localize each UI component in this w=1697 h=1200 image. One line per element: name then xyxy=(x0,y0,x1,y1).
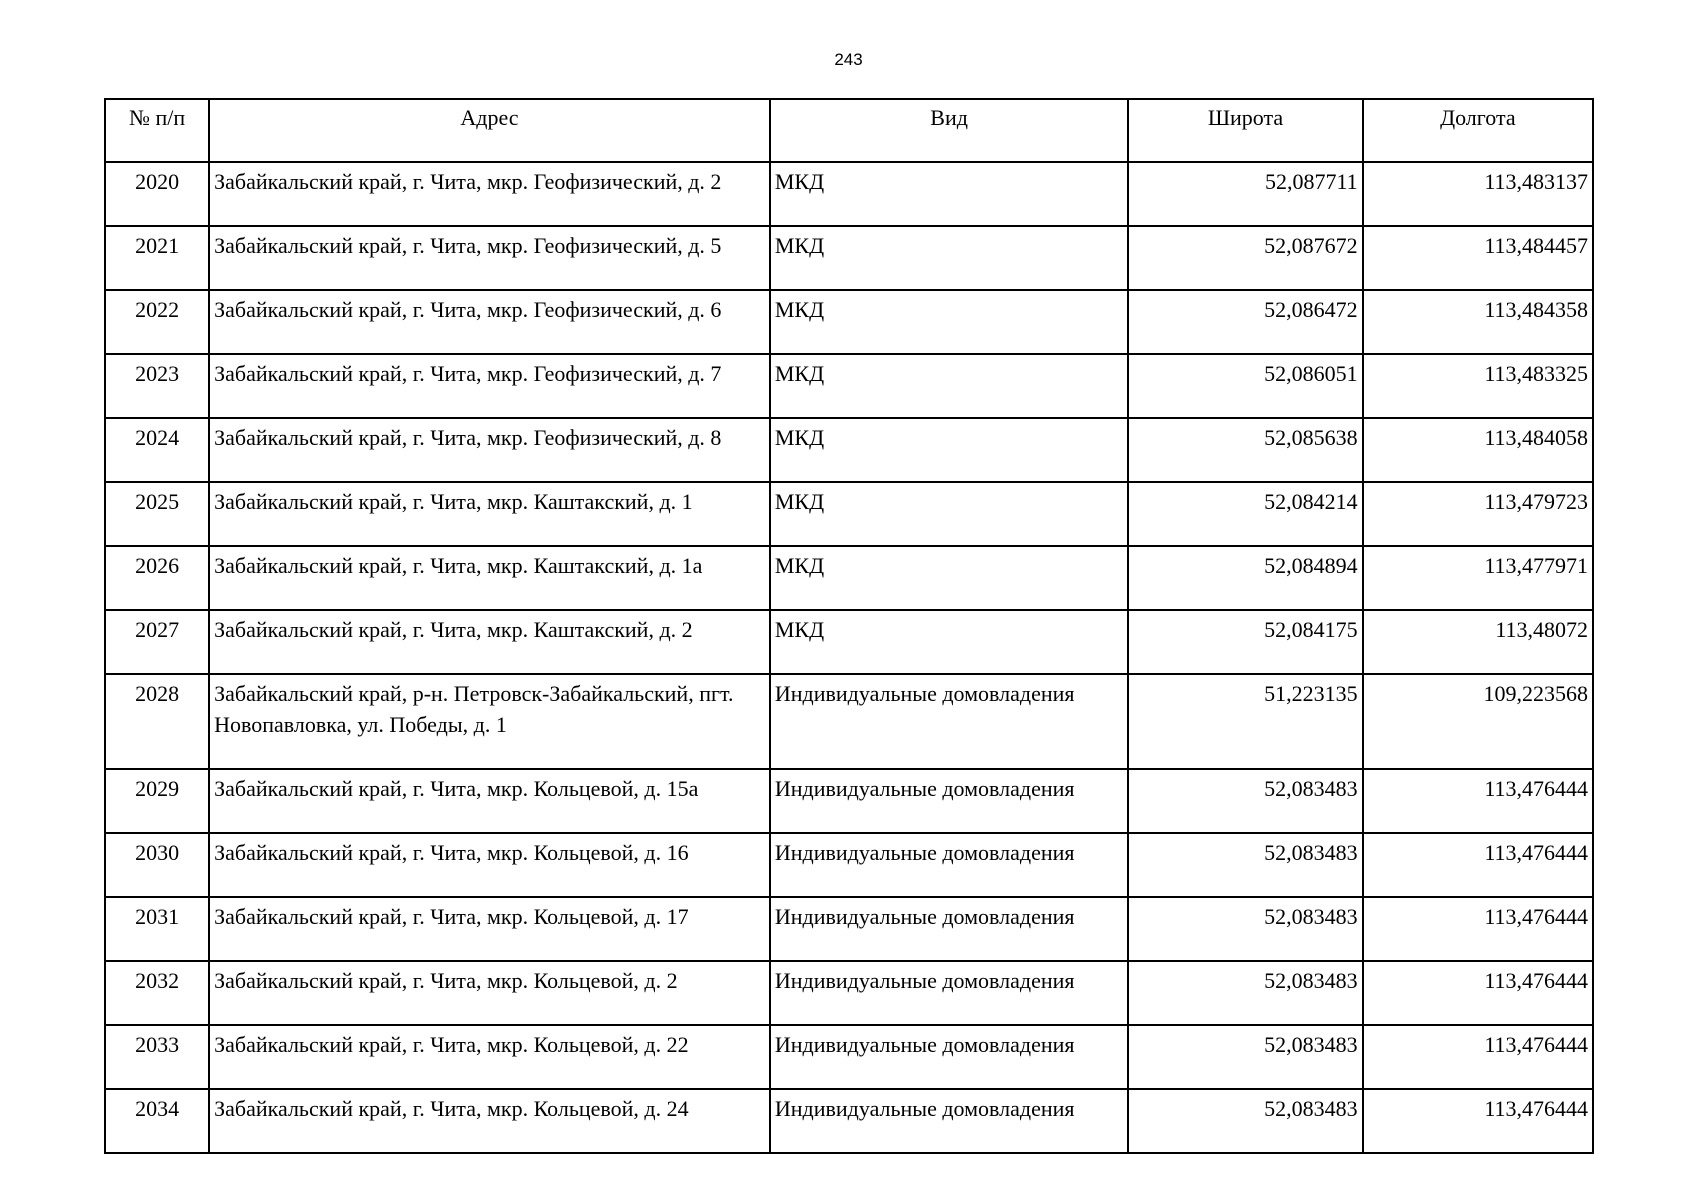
table-row xyxy=(105,1025,1593,1089)
header-address: Адрес xyxy=(209,99,770,162)
row-latitude: 52,083483 xyxy=(1128,1089,1362,1153)
row-address: Забайкальский край, г. Чита, мкр. Каштакский, д. 1 xyxy=(209,482,770,546)
row-number: 2024 xyxy=(105,418,209,482)
row-longitude: 113,484358 xyxy=(1363,290,1593,354)
row-number: 2025 xyxy=(105,482,209,546)
row-address: Забайкальский край, г. Чита, мкр. Кольцевой, д. 24 xyxy=(209,1089,770,1153)
row-number: 2031 xyxy=(105,897,209,961)
row-kind: МКД xyxy=(770,290,1128,354)
header-latitude: Широта xyxy=(1128,99,1362,162)
row-latitude: 52,087711 xyxy=(1128,162,1362,226)
table-row xyxy=(105,1089,1593,1153)
table-row xyxy=(105,226,1593,290)
row-number: 2034 xyxy=(105,1089,209,1153)
row-latitude: 52,083483 xyxy=(1128,833,1362,897)
row-number: 2033 xyxy=(105,1025,209,1089)
row-longitude: 113,476444 xyxy=(1363,897,1593,961)
table-row xyxy=(105,290,1593,354)
row-address: Забайкальский край, г. Чита, мкр. Геофизический, д. 7 xyxy=(209,354,770,418)
row-address: Забайкальский край, г. Чита, мкр. Кольцевой, д. 2 xyxy=(209,961,770,1025)
row-longitude: 113,479723 xyxy=(1363,482,1593,546)
row-longitude: 113,476444 xyxy=(1363,1089,1593,1153)
row-number: 2026 xyxy=(105,546,209,610)
row-latitude: 52,085638 xyxy=(1128,418,1362,482)
table-row xyxy=(105,546,1593,610)
row-kind: МКД xyxy=(770,354,1128,418)
row-kind: Индивидуальные домовладения xyxy=(770,961,1128,1025)
row-number: 2027 xyxy=(105,610,209,674)
row-kind: МКД xyxy=(770,418,1128,482)
row-number: 2030 xyxy=(105,833,209,897)
row-latitude: 52,084214 xyxy=(1128,482,1362,546)
row-kind: Индивидуальные домовладения xyxy=(770,769,1128,833)
row-address: Забайкальский край, г. Чита, мкр. Кольцевой, д. 15а xyxy=(209,769,770,833)
row-latitude: 52,084175 xyxy=(1128,610,1362,674)
row-address: Забайкальский край, г. Чита, мкр. Геофизический, д. 8 xyxy=(209,418,770,482)
table-row xyxy=(105,769,1593,833)
row-address: Забайкальский край, г. Чита, мкр. Геофизический, д. 2 xyxy=(209,162,770,226)
row-kind: Индивидуальные домовладения xyxy=(770,897,1128,961)
table-row xyxy=(105,418,1593,482)
table-row xyxy=(105,833,1593,897)
row-number: 2029 xyxy=(105,769,209,833)
row-number: 2021 xyxy=(105,226,209,290)
row-longitude: 113,483137 xyxy=(1363,162,1593,226)
row-address: Забайкальский край, г. Чита, мкр. Каштакский, д. 1а xyxy=(209,546,770,610)
row-latitude: 52,083483 xyxy=(1128,897,1362,961)
row-longitude: 113,476444 xyxy=(1363,961,1593,1025)
row-address: Забайкальский край, г. Чита, мкр. Геофизический, д. 5 xyxy=(209,226,770,290)
row-latitude: 52,084894 xyxy=(1128,546,1362,610)
row-longitude: 113,483325 xyxy=(1363,354,1593,418)
row-address: Забайкальский край, г. Чита, мкр. Кольцевой, д. 16 xyxy=(209,833,770,897)
row-number: 2028 xyxy=(105,674,209,769)
row-kind: МКД xyxy=(770,162,1128,226)
page-number: 243 xyxy=(834,50,863,69)
row-longitude: 113,476444 xyxy=(1363,769,1593,833)
row-latitude: 52,086472 xyxy=(1128,290,1362,354)
table-row xyxy=(105,162,1593,226)
row-latitude: 52,083483 xyxy=(1128,1025,1362,1089)
table-row xyxy=(105,482,1593,546)
row-latitude: 52,086051 xyxy=(1128,354,1362,418)
row-number: 2022 xyxy=(105,290,209,354)
row-longitude: 113,476444 xyxy=(1363,1025,1593,1089)
row-kind: Индивидуальные домовладения xyxy=(770,674,1128,769)
row-latitude: 52,087672 xyxy=(1128,226,1362,290)
row-address: Забайкальский край, г. Чита, мкр. Каштакский, д. 2 xyxy=(209,610,770,674)
row-kind: МКД xyxy=(770,546,1128,610)
row-kind: МКД xyxy=(770,226,1128,290)
row-number: 2032 xyxy=(105,961,209,1025)
address-table xyxy=(104,98,1594,1154)
row-address: Забайкальский край, г. Чита, мкр. Кольцевой, д. 22 xyxy=(209,1025,770,1089)
table-row xyxy=(105,674,1593,769)
row-number: 2020 xyxy=(105,162,209,226)
row-kind: Индивидуальные домовладения xyxy=(770,1025,1128,1089)
row-longitude: 109,223568 xyxy=(1363,674,1593,769)
table-header-row xyxy=(105,99,1593,162)
row-kind: МКД xyxy=(770,610,1128,674)
header-longitude: Долгота xyxy=(1363,99,1593,162)
row-latitude: 52,083483 xyxy=(1128,961,1362,1025)
row-kind: МКД xyxy=(770,482,1128,546)
row-address: Забайкальский край, р-н. Петровск-Забайкальский, пгт. Новопавловка, ул. Победы, д. 1 xyxy=(209,674,770,769)
table-row xyxy=(105,610,1593,674)
row-longitude: 113,476444 xyxy=(1363,833,1593,897)
header-kind: Вид xyxy=(770,99,1128,162)
row-longitude: 113,48072 xyxy=(1363,610,1593,674)
row-number: 2023 xyxy=(105,354,209,418)
row-longitude: 113,477971 xyxy=(1363,546,1593,610)
table-row xyxy=(105,354,1593,418)
header-number: № п/п xyxy=(105,99,209,162)
row-address: Забайкальский край, г. Чита, мкр. Геофизический, д. 6 xyxy=(209,290,770,354)
row-latitude: 51,223135 xyxy=(1128,674,1362,769)
row-address: Забайкальский край, г. Чита, мкр. Кольцевой, д. 17 xyxy=(209,897,770,961)
table-row xyxy=(105,897,1593,961)
row-latitude: 52,083483 xyxy=(1128,769,1362,833)
row-kind: Индивидуальные домовладения xyxy=(770,1089,1128,1153)
row-kind: Индивидуальные домовладения xyxy=(770,833,1128,897)
row-longitude: 113,484058 xyxy=(1363,418,1593,482)
row-longitude: 113,484457 xyxy=(1363,226,1593,290)
table-row xyxy=(105,961,1593,1025)
